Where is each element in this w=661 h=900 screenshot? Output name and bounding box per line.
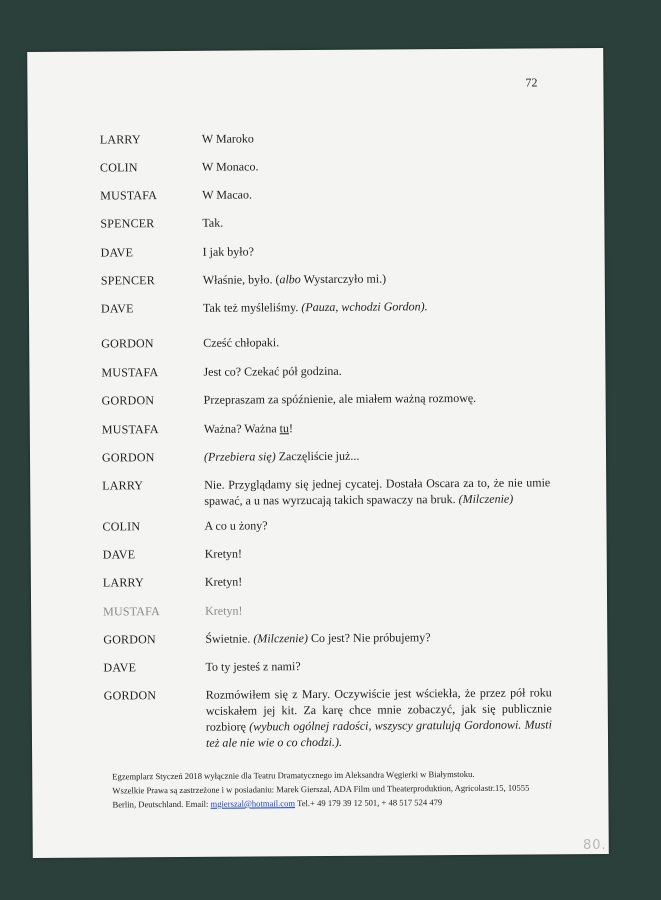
footer-line-1: Egzemplarz Styczeń 2018 wyłącznie dla Teatru Dramatycznego im Aleksandra Węgierki w Białymstoku. bbox=[112, 768, 475, 782]
dialogue-line bbox=[100, 269, 551, 288]
spoken-text: Zaczęliście już... bbox=[275, 448, 360, 464]
dialogue-text bbox=[203, 269, 549, 287]
spoken-text: To ty jesteś z nami? bbox=[205, 659, 301, 674]
speaker-name: DAVE bbox=[102, 547, 136, 562]
dialogue-text bbox=[203, 297, 549, 315]
speaker-name: SPENCER bbox=[100, 216, 155, 231]
speaker-name: GORDON bbox=[103, 632, 156, 647]
spoken-text: Świetnie. bbox=[205, 631, 254, 646]
spoken-text: Właśnie, było. ( bbox=[202, 272, 280, 287]
spoken-text: Jest co? Czekać pół godzina. bbox=[203, 363, 342, 379]
dialogue-line bbox=[101, 332, 551, 351]
spoken-text: A co u żony? bbox=[204, 518, 268, 533]
spoken-text: Ważna? Ważna bbox=[203, 421, 280, 436]
speaker-name: COLIN bbox=[99, 160, 138, 175]
spoken-text: tu bbox=[279, 421, 290, 436]
speaker-name: MUSTAFA bbox=[103, 604, 161, 619]
pencil-page-mark: 80. bbox=[583, 838, 607, 853]
speaker-name: GORDON bbox=[101, 336, 154, 351]
dialogue-text bbox=[205, 571, 551, 589]
speaker-name: SPENCER bbox=[100, 273, 155, 288]
dialogue-line bbox=[102, 571, 553, 590]
dialogue-line bbox=[100, 212, 550, 231]
speaker-name: GORDON bbox=[103, 688, 157, 703]
dialogue-text bbox=[205, 628, 551, 646]
dialogue-line bbox=[100, 184, 550, 203]
dialogue-line bbox=[103, 628, 553, 647]
spoken-text: I jak było? bbox=[202, 244, 254, 259]
page-number: 72 bbox=[525, 75, 538, 90]
dialogue-line bbox=[103, 656, 553, 675]
dialogue-text bbox=[203, 241, 549, 259]
speaker-name: LARRY bbox=[102, 575, 144, 590]
speaker-name: MUSTAFA bbox=[100, 188, 158, 203]
spoken-text: Wystarczyło mi.) bbox=[300, 271, 387, 287]
spoken-text: W Monaco. bbox=[201, 159, 259, 174]
speaker-name: LARRY bbox=[102, 478, 144, 493]
dialogue-line bbox=[102, 543, 553, 562]
speaker-name: DAVE bbox=[100, 301, 134, 316]
speaker-name: DAVE bbox=[103, 660, 137, 675]
dialogue-line bbox=[99, 156, 550, 175]
footer-line-3-suffix: Tel.+ 49 179 39 12 501, + 48 517 524 479 bbox=[295, 797, 443, 809]
dialogue-text bbox=[204, 446, 550, 464]
dialogue-text bbox=[206, 684, 552, 750]
dialogue-line bbox=[103, 600, 553, 619]
stage-direction: (wybuch ogólnej radości, wszyscy gratulują Gordonowi. Musti też ale nie wie o co chodzi.). bbox=[205, 717, 552, 750]
spoken-text: ! bbox=[288, 421, 294, 436]
dialogue-line bbox=[101, 446, 552, 465]
stage-direction: albo bbox=[279, 272, 301, 287]
footer-email-link[interactable]: mgierszal@hotmail.com bbox=[210, 798, 296, 809]
dialogue-text bbox=[202, 184, 548, 202]
footer-line-2: Wszelkie Prawa są zastrzeżone i w posiadaniu: Marek Gierszal, ADA Film und Theaterproduktion, Agricolastr.15, 10555 bbox=[112, 782, 530, 796]
dialogue-text bbox=[205, 600, 551, 618]
speaker-name: MUSTAFA bbox=[101, 365, 159, 380]
dialogue-text bbox=[204, 474, 550, 508]
dialogue-line bbox=[102, 474, 552, 508]
dialogue-line bbox=[101, 361, 551, 380]
footer-line-3 bbox=[112, 794, 572, 811]
stage-direction: (Milczenie) bbox=[458, 491, 514, 507]
spoken-text: Kretyn! bbox=[204, 546, 243, 561]
dialogue-text bbox=[204, 389, 550, 407]
spoken-text: Nie. Przyglądamy się jednej cycatej. Dostała Oscara za to, że nie umie spawać, a u nas wyrzucają takich spawaczy na bruk. bbox=[204, 475, 551, 508]
spoken-text: Cześć chłopaki. bbox=[203, 335, 280, 350]
speaker-name: GORDON bbox=[101, 450, 155, 465]
stage-direction: (Przebiera się) bbox=[203, 449, 276, 464]
spoken-text: Kretyn! bbox=[205, 603, 243, 618]
spoken-text: Przepraszam za spóźnienie, ale miałem ważną rozmowę. bbox=[203, 390, 477, 407]
spoken-text: Tak też myśleliśmy. bbox=[202, 300, 302, 315]
dialogue-line bbox=[101, 418, 552, 437]
speaker-name: COLIN bbox=[102, 519, 141, 534]
dialogue-text bbox=[204, 418, 550, 436]
dialogue-text bbox=[202, 156, 548, 174]
stage-direction: (Pauza, wchodzi Gordon). bbox=[301, 299, 428, 315]
stage-direction: (Milczenie) bbox=[253, 631, 308, 646]
dialogue-text bbox=[205, 656, 551, 674]
dialogue-text bbox=[202, 128, 548, 146]
speaker-name: DAVE bbox=[100, 245, 134, 260]
dialogue-line bbox=[101, 389, 552, 408]
spoken-text: W Maroko bbox=[201, 131, 254, 146]
dialogue-line bbox=[102, 515, 552, 534]
spoken-text: W Macao. bbox=[202, 187, 253, 202]
dialogue-line bbox=[103, 684, 554, 750]
dialogue-line bbox=[100, 297, 551, 316]
speaker-name: MUSTAFA bbox=[101, 422, 159, 437]
spoken-text: Co jest? Nie próbujemy? bbox=[307, 630, 431, 646]
dialogue-text bbox=[203, 361, 549, 379]
speaker-name: LARRY bbox=[99, 132, 141, 147]
dialogue-text bbox=[202, 212, 548, 230]
spoken-text: Kretyn! bbox=[204, 574, 243, 589]
spoken-text: Tak. bbox=[202, 215, 224, 230]
footer-line-3-prefix: Berlin, Deutschland. Email: bbox=[112, 798, 211, 810]
spoken-text: Rozmówiłem się z Mary. Oczywiście jest wściekła, że przez pół roku wciskałem jej kit. Za karę chce mnie zobaczyć, jak się publicznie rozbiorę bbox=[205, 685, 552, 734]
script-page bbox=[27, 48, 609, 858]
dialogue-line bbox=[99, 128, 550, 147]
dialogue-line bbox=[100, 241, 551, 260]
footer-notice bbox=[112, 766, 572, 811]
dialogue-text bbox=[205, 543, 551, 561]
dialogue-text bbox=[204, 515, 550, 533]
dialogue-text bbox=[203, 332, 549, 350]
speaker-name: GORDON bbox=[101, 393, 155, 408]
